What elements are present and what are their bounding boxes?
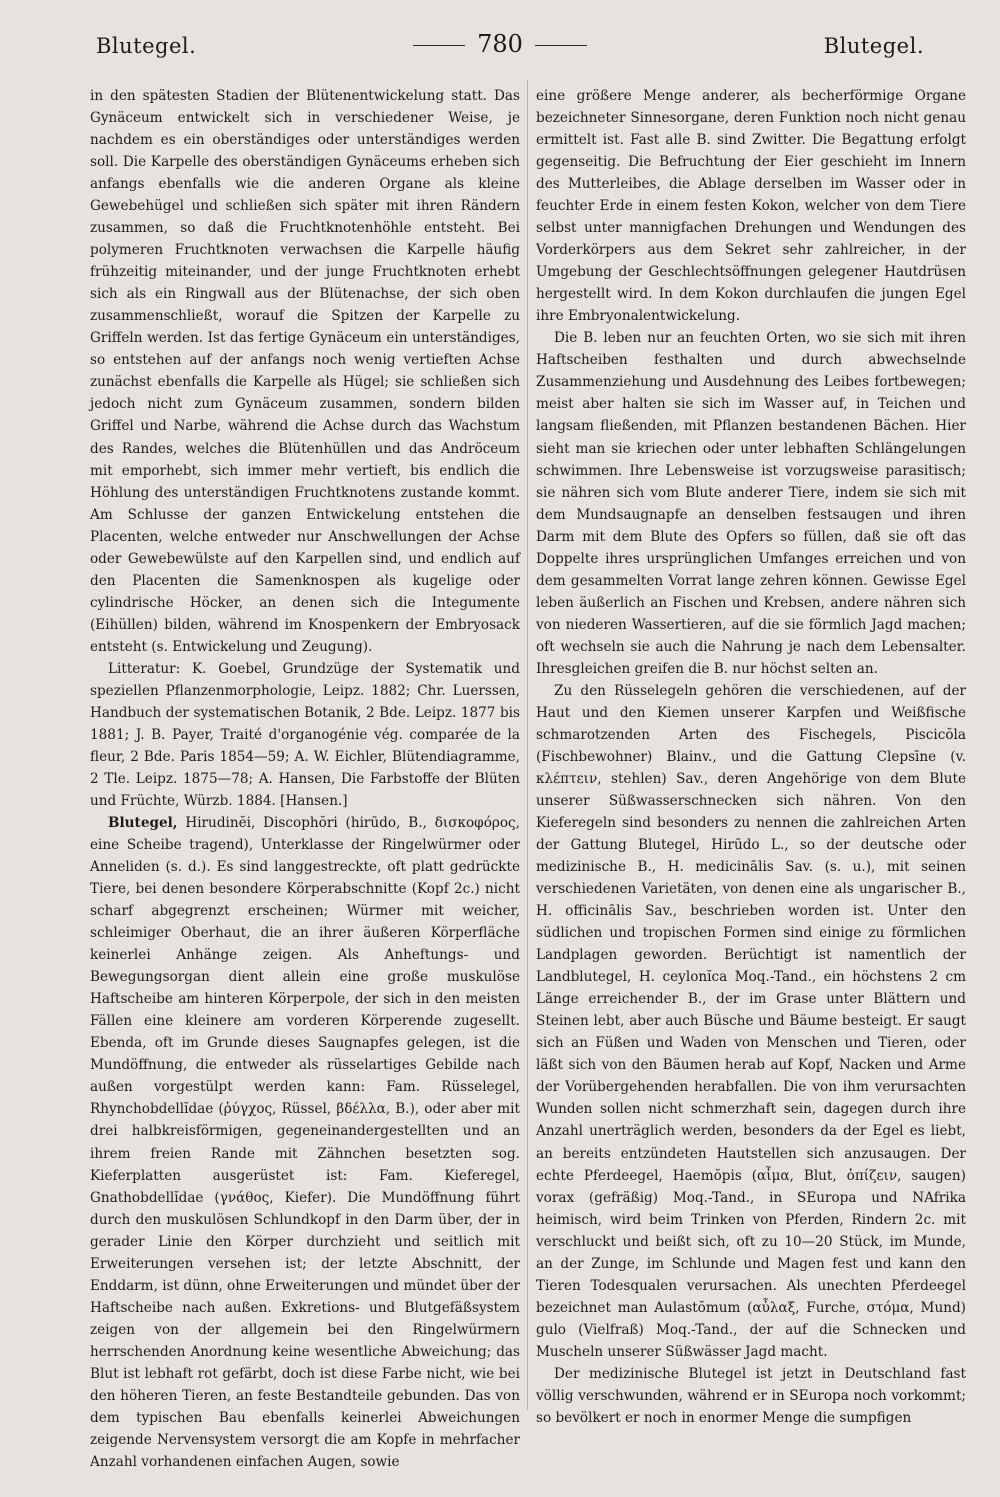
page-number-rule-right bbox=[535, 45, 587, 46]
page-number-value: 780 bbox=[477, 30, 523, 58]
entry-headword: Blutegel, bbox=[108, 815, 178, 832]
left-column bbox=[90, 85, 520, 1473]
paragraph-gynaeceum-development: in den spätesten Stadien der Blütenentwickelung statt. Das Gynäceum entwickelt sich in verschiedener Weise, je nachdem es ein oberständiges oder unterständiges werden soll. Die Karpelle des oberständigen Gynäceums erheben sich anfangs ebenfalls wie die anderen Organe als kleine Gewebehügel und schließen sich später mit ihren Rändern zusammen, so daß die Fruchtknotenhöhle entsteht. Bei polymeren Fruchtknoten verwachsen die Karpelle häufig frühzeitig miteinander, und der junge Fruchtknoten erhebt sich als ein Ringwall aus der Blütenachse, der sich oben zusammenschließt, worauf die Spitzen der Karpelle zu Griffeln werden. Ist das fertige Gynäceum ein unterständiges, so entstehen auf der anfangs noch wenig vertieften Achse zunächst ebenfalls die Karpelle als Hügel; sie schließen sich jedoch nicht zum Gynäceum zusammen, sondern bilden Griffel und Narbe, während die Achse durch das Wachstum des Randes, welches die Blütenhüllen und das Andröceum mit emporhebt, sich immer mehr vertieft, bis endlich die Höhlung des unterständigen Fruchtknotens zustande kommt. Am Schlusse der ganzen Entwickelung entstehen die Placenten, welche entweder nur Anschwellungen der Achse oder Gewebewülste auf den Karpellen sind, und endlich auf den Placenten die Samenknospen als kugelige oder cylindrische Höcker, an denen sich die Integumente (Eihüllen) bilden, während im Knospenkern der Embryosack entsteht (s. Entwickelung und Zeugung). bbox=[90, 88, 520, 655]
right-column bbox=[536, 85, 966, 1429]
paragraph-habitat: Die B. leben nur an feuchten Orten, wo sie sich mit ihren Haftscheiben festhalten und durch abwechselnde Zusammenziehung und Ausdehnung des Leibes fortbewegen; meist aber halten sie sich im Wasser auf, in Teichen und langsam fließenden, mit Pflanzen bestandenen Bächen. Hier sieht man sie kriechen oder unter lebhaften Schlängelungen schwimmen. Ihre Lebensweise ist vorzugsweise parasitisch; sie nähren sich vom Blute anderer Tiere, indem sie sich mit dem Mundsaugnapfe an denselben festsaugen und ihren Darm mit dem Blute des Opfers so füllen, daß sie oft das Doppelte ihres ursprünglichen Umfanges erreichen und von dem gesammelten Vorrat lange zehren können. Gewisse Egel leben äußerlich an Fischen und Krebsen, andere nähren sich von niederen Wassertieren, auf die sie förmlich Jagd machen; oft wechseln sie auch die Nahrung je nach dem Lebensalter. Ihresgleichen greifen die B. nur höchst selten an. bbox=[536, 330, 966, 677]
paragraph-literature: Litteratur: K. Goebel, Grundzüge der Systematik und speziellen Pflanzenmorphologie, Leipz. 1882; Chr. Luerssen, Handbuch der systematischen Botanik, 2 Bde. Leipz. 1877 bis 1881; J. B. Payer, Traité d'organogénie vég. comparée de la fleur, 2 Bde. Paris 1854—59; A. W. Eichler, Blütendiagramme, 2 Tle. Leipz. 1875—78; A. Hansen, Die Farbstoffe der Blüten und Früchte, Würzb. 1884. [Hansen.] bbox=[90, 660, 520, 809]
page-number-rule-left bbox=[413, 45, 465, 46]
running-head-right: Blutegel. bbox=[823, 34, 924, 58]
paragraph-sense-organs: eine größere Menge anderer, als becherförmige Organe bezeichneter Sinnesorgane, deren Funktion noch nicht genau ermittelt ist. Fast alle B. sind Zwitter. Die Begattung erfolgt gegenseitig. Die Befruchtung der Eier geschieht im Innern des Mutterleibes, die Ablage derselben im Wasser oder in feuchter Erde in einem festen Kokon, welcher von dem Tiere selbst unter mannigfachen Drehungen und Wendungen des Vorderkörpers aus dem Sekret sehr zahlreicher, in der Umgebung der Geschlechtsöffnungen gelegener Hautdrüsen hergestellt wird. In dem Kokon durchlaufen die jungen Egel ihre Embryonalentwickelung. bbox=[536, 88, 966, 325]
entry-blutegel bbox=[90, 812, 520, 1473]
entry-body: Hirudinĕi, Discophŏri (hirūdo, B., δισκοφόρος, eine Scheibe tragend), Unterklasse der Ringelwürmer oder Anneliden (s. d.). Es sind langgestreckte, oft platt gedrückte Tiere, bei denen besondere Körperabschnitte (Kopf 2c.) nicht scharf abgegrenzt erscheinen; Würmer mit weicher, schleimiger Oberhaut, die an ihrer äußeren Körperfläche keinerlei Anhänge zeigen. Als Anheftungs- und Bewegungsorgan dient allein eine große muskulöse Haftscheibe am hinteren Körperpole, der sich in den meisten Fällen eine kleinere am vorderen Körperende zugesellt. Ebenda, oft im Grunde dieses Saugnapfes gelegen, ist die Mundöffnung, die entweder als rüsselartiges Gebilde nach außen vorgestülpt werden kann: Fam. Rüsselegel, Rhynchobdellĭdae (ῥύγχος, Rüssel, βδέλλα, B.), oder aber mit drei halbkreisförmigen, gegeneinandergestellten und an ihrem freien Rande mit Zähnchen besetzten sog. Kieferplatten ausgerüstet ist: Fam. Kieferegel, Gnathobdellĭdae (γνάθος, Kiefer). Die Mundöffnung führt durch den muskulösen Schlundkopf in den Darm über, der in gerader Linie den Körper durchzieht und seitlich mit Erweiterungen versehen ist; der letzte Abschnitt, der Enddarm, ist dünn, ohne Erweiterungen und mündet über der Haftscheibe nach außen. Exkretions- und Blutgefäßsystem zeigen von der allgemein bei den Ringelwürmern herrschenden Anordnung keine wesentliche Abweichung; das Blut ist lebhaft rot gefärbt, doch ist diese Farbe nicht, wie bei den höheren Tieren, an feste Bestandteile gebunden. Das von dem typischen Bau ebenfalls keinerlei Abweichungen zeigende Nervensystem versorgt die am Kopfe in mehrfacher Anzahl vorhandenen einfachen Augen, sowie bbox=[90, 815, 520, 1470]
running-head-left: Blutegel. bbox=[96, 34, 197, 58]
paragraph-medicinal-leech: Der medizinische Blutegel ist jetzt in Deutschland fast völlig verschwunden, während er in SEuropa noch vorkommt; so bevölkert er noch in enormer Menge die sumpfigen bbox=[536, 1365, 966, 1426]
paragraph-species: Zu den Rüsselegeln gehören die verschiedenen, auf der Haut und den Kiemen unserer Karpfen und Weißfische schmarotzenden Arten des Fischegels, Piscicŏla (Fischbewohner) Blainv., und die Gattung Clepsīne (v. κλέπτειν, stehlen) Sav., deren Angehörige von dem Blute unserer Süßwasserschnecken sich nähren. Von den Kieferegeln sind besonders zu nennen die zahlreichen Arten der Gattung Blutegel, Hirūdo L., so der deutsche oder medizinische B., H. medicinālis Sav. (s. u.), mit seinen verschiedenen Varietäten, von denen eine als ungarischer B., H. officinālis Sav., beschrieben worden ist. Unter den südlichen und tropischen Formen sind einige zu förmlichen Landplagen geworden. Berüchtigt ist namentlich der Landblutegel, H. ceylonĭca Moq.-Tand., ein höchstens 2 cm Länge erreichender B., der im Grase unter Blättern und Steinen lebt, aber auch Büsche und Bäume besteigt. Er saugt sich an Füßen und Waden von Menschen und Tieren, oder läßt sich von den Bäumen herab auf Kopf, Nacken und Arme der Vorübergehenden herabfallen. Die von ihm verursachten Wunden sollen nicht schmerzhaft sein, dagegen durch ihre Anzahl unerträglich werden, besonders da der Egel es liebt, an bereits entzündeten Hautstellen sich anzusaugen. Der echte Pferdeegel, Haemŏpis (αἷμα, Blut, ὀπίζειν, saugen) vorax (gefräßig) Moq.-Tand., in SEuropa und NAfrika heimisch, wird beim Trinken von Pferden, Rindern 2c. mit verschluckt und beißt sich, oft zu 10—20 Stück, im Munde, an der Zunge, im Schlunde und Magen fest und kann den Tieren Todesqualen verursachen. Als unechten Pferdeegel bezeichnet man Aulastŏmum (αὖλαξ, Furche, στόμα, Mund) gulo (Vielfraß) Moq.-Tand., der auf die Schnecken und Muscheln unserer Süßwässer Jagd macht. bbox=[536, 682, 966, 1360]
page-header bbox=[0, 30, 1000, 70]
column-divider bbox=[527, 80, 528, 1410]
